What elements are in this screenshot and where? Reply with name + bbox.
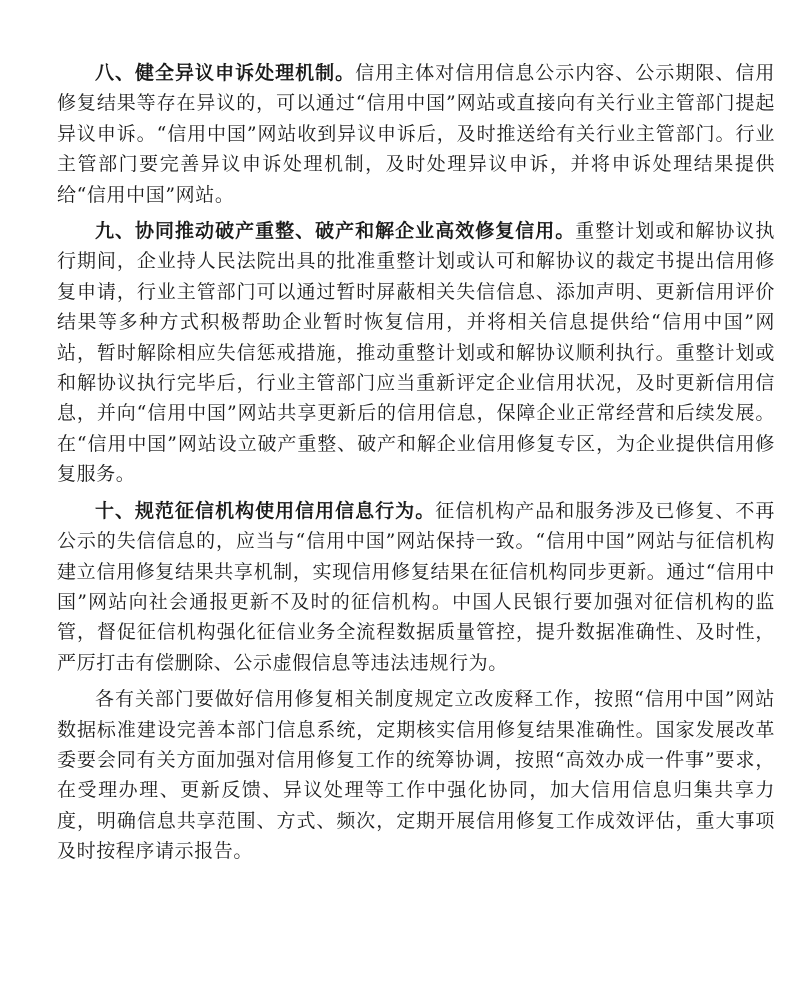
paragraph-credit-agency-regulation — [57, 496, 775, 678]
paragraph-bankruptcy-credit-repair — [57, 216, 775, 490]
paragraph-body: 信用主体对信用信息公示内容、公示期限、信用修复结果等存在异议的，可以通过“信用中国”网站或直接向有关行业主管部门提起异议申诉。“信用中国”网站收到异议申诉后，及时推送给有关行业主管部门。行业主管部门要完善异议申诉处理机制，及时处理异议申诉，并将申诉处理结果提供给“信用中国”网站。 — [57, 62, 775, 206]
section-heading: 十、规范征信机构使用信用信息行为。 — [95, 499, 436, 522]
paragraph-objection-appeal — [57, 58, 775, 210]
paragraph-closing-requirements — [57, 684, 775, 866]
section-heading: 九、协同推动破产重整、破产和解企业高效修复信用。 — [95, 220, 576, 243]
paragraph-body: 征信机构产品和服务涉及已修复、不再公示的失信信息的，应当与“信用中国”网站保持一致。“信用中国”网站与征信机构建立信用修复结果共享机制，实现信用修复结果在征信机构同步更新。通过“信用中国”网站向社会通报更新不及时的征信机构。中国人民银行要加强对征信机构的监管，督促征信机构强化征信业务全流程数据质量管控，提升数据准确性、及时性，严厉打击有偿删除、公示虚假信息等违法违规行为。 — [57, 499, 776, 674]
section-heading: 八、健全异议申诉处理机制。 — [95, 62, 356, 84]
paragraph-body: 各有关部门要做好信用修复相关制度规定立改废释工作，按照“信用中国”网站数据标准建设完善本部门信息系统，定期核实信用修复结果准确性。国家发展改革委要会同有关方面加强对信用修复工作的统筹协调，按照“高效办成一件事”要求，在受理办理、更新反馈、异议处理等工作中强化协同，加大信用信息归集共享力度，明确信息共享范围、方式、频次，定期开展信用修复工作成效评估，重大事项及时按程序请示报告。 — [57, 688, 775, 863]
paragraph-body: 重整计划或和解协议执行期间，企业持人民法院出具的批准重整计划或认可和解协议的裁定书提出信用修复申请，行业主管部门可以通过暂时屏蔽相关失信信息、添加声明、更新信用评价结果等多种方式积极帮助企业暂时恢复信用，并将相关信息提供给“信用中国”网站，暂时解除相应失信惩戒措施，推动重整计划或和解协议顺利执行。重整计划或和解协议执行完毕后，行业主管部门应当重新评定企业信用状况，及时更新信用信息，并向“信用中国”网站共享更新后的信用信息，保障企业正常经营和后续发展。在“信用中国”网站设立破产重整、破产和解企业信用修复专区，为企业提供信用修复服务。 — [57, 220, 775, 486]
document-page — [57, 58, 775, 873]
